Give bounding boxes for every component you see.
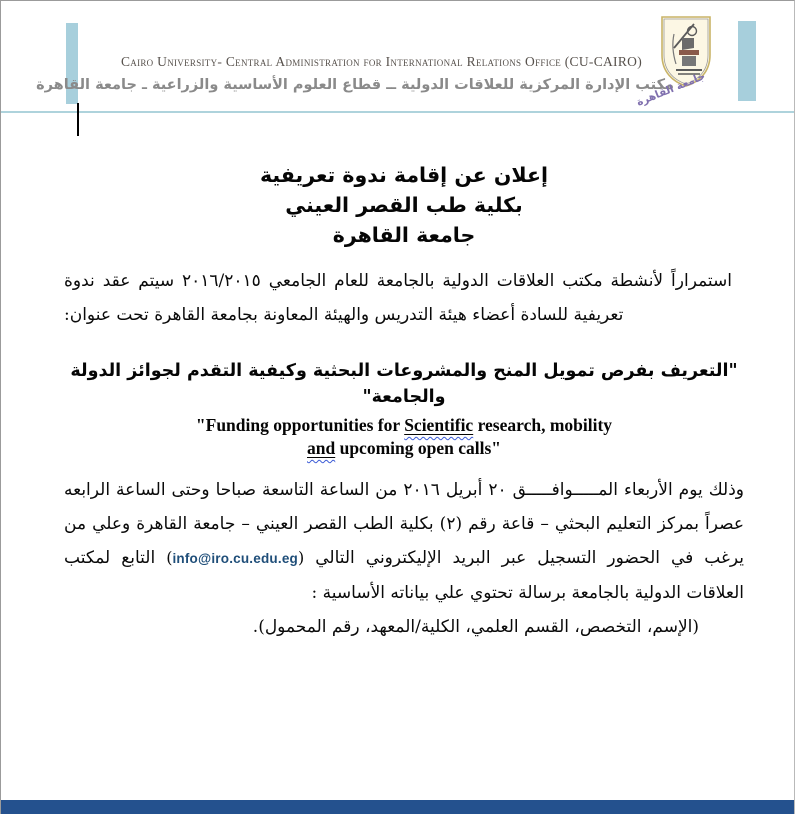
announcement-title [64,160,744,250]
details-text-before-email: وذلك يوم الأربعاء المـــــوافـــــق ٢٠ أبريل ٢٠١٦ من الساعة التاسعة صباحا وحتى الساعة الرابعه عصراً بمركز التعليم البحثي – قاعة رقم (٢) بكلية الطب القصر العيني – جامعة القاهرة وعلي من يرغب في الحضور التسجيل عبر البريد الإليكتروني التالي [64,480,744,568]
spellcheck-squiggle [307,438,335,458]
email-paren-open: ( [166,548,173,567]
seminar-title-english [64,414,744,460]
seminar-title-english-line1 [64,414,744,437]
document-body[interactable] [1,113,794,800]
title-line-1: إعلان عن إقامة ندوة تعريفية [259,163,549,187]
spellcheck-squiggle [404,415,473,435]
email-paren-close: ) [297,548,305,567]
header [36,54,674,93]
underlined-word-scientific: Scientific [404,415,474,435]
header-title-english: Cairo University- Central Administration for International Relations Office (CU-CAIRO) [120,54,643,69]
heading-en-pre: "Funding opportunities for [195,415,405,435]
seminar-title-arabic: "التعريف بفرص تمويل المنح والمشروعات البحثية وكيفية التقدم لجوائز الدولة والجامعة" [70,361,738,407]
heading-en-line2-post: upcoming open calls" [335,438,501,458]
header-title-arabic: مكتب الإدارة المركزية للعلاقات الدولية ــ قطاع العلوم الأساسية والزراعية ـ جامعة القاهرة [36,77,674,93]
logo-caption-text: جامعة القاهرة [634,70,708,109]
intro-paragraph: استمراراً لأنشطة مكتب العلاقات الدولية بالجامعة للعام الجامعي ٢٠١٦/٢٠١٥ سيتم عقد ندوة تعريفية للسادة أعضاء هيئة التدريس والهيئة المعاونة بجامعة القاهرة تحت عنوان: [64,271,732,325]
text-cursor [77,103,79,136]
underlined-word-and: and [307,438,336,458]
title-line-2: بكلية طب القصر العيني [285,193,523,217]
required-data-line: (الإسم، التخصص، القسم العلمي، الكلية/المعهد، رقم المحمول). [252,617,699,637]
email-group [166,548,304,567]
email-address: info@iro.cu.edu.eg [172,551,298,566]
footer-bar [1,800,794,814]
right-accent-bar [738,21,756,101]
seminar-title-english-line2 [64,437,744,460]
details-paragraph [64,473,744,610]
title-line-3: جامعة القاهرة [332,223,476,247]
heading-en-post: research, mobility [473,415,613,435]
details-text-after-email: التابع لمكتب العلاقات الدولية بالجامعة برسالة تحتوي علي بياناته الأساسية : [64,548,744,603]
